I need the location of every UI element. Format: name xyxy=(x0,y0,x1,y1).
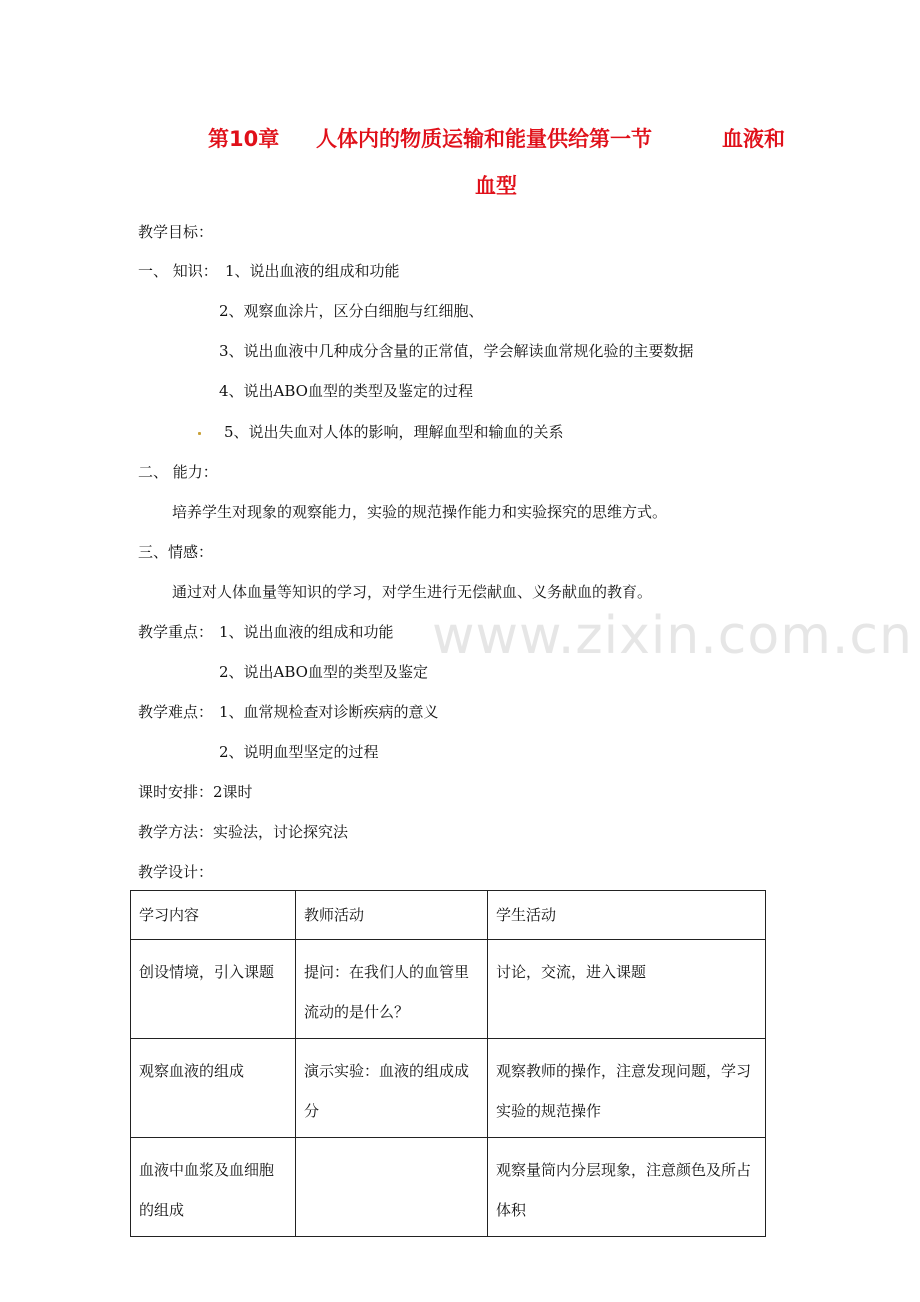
table-cell: 观察量筒内分层现象，注意颜色及所占体积 xyxy=(488,1138,766,1237)
ability-label: 二、 能力： xyxy=(138,463,218,481)
method-text: 教学方法：实验法，讨论探究法 xyxy=(138,823,349,841)
table-cell: 讨论，交流，进入课题 xyxy=(488,940,766,1039)
key-point-2: 2、说出ABO血型的类型及鉴定 xyxy=(219,663,428,681)
table-cell xyxy=(296,1138,488,1237)
schedule-text: 课时安排：2课时 xyxy=(138,783,253,801)
lesson-design-table xyxy=(130,890,766,1237)
difficult-point-2: 2、说明血型坚定的过程 xyxy=(219,743,379,761)
design-label: 教学设计： xyxy=(138,863,214,881)
title-chapter: 第10章 xyxy=(208,127,280,151)
table-cell: 演示实验：血液的组成成分 xyxy=(296,1039,488,1138)
emotion-text: 通过对人体血量等知识的学习，对学生进行无偿献血、义务献血的教育。 xyxy=(172,583,653,601)
watermark-text: www.zixin.com.cn xyxy=(432,606,913,666)
table-cell: 提问：在我们人的血管里流动的是什么？ xyxy=(296,940,488,1039)
decorative-dot xyxy=(198,432,201,435)
ability-text: 培养学生对现象的观察能力，实验的规范操作能力和实验探究的思维方式。 xyxy=(172,503,668,521)
knowledge-item-5: 5、说出失血对人体的影响，理解血型和输血的关系 xyxy=(224,423,564,441)
table-header-row xyxy=(131,891,766,940)
objectives-heading: 教学目标： xyxy=(138,223,214,241)
difficult-point-1: 1、血常规检查对诊断疾病的意义 xyxy=(219,703,439,721)
key-points-label: 教学重点： xyxy=(138,623,214,641)
key-point-1: 1、说出血液的组成和功能 xyxy=(219,623,394,641)
knowledge-item-2: 2、观察血涂片，区分白细胞与红细胞、 xyxy=(219,302,484,320)
knowledge-label: 一、 知识： xyxy=(138,262,218,280)
table-cell: 血液中血浆及血细胞的组成 xyxy=(131,1138,296,1237)
table-cell: 观察教师的操作，注意发现问题，学习实验的规范操作 xyxy=(488,1039,766,1138)
table-row xyxy=(131,1138,766,1237)
knowledge-item-4: 4、说出ABO血型的类型及鉴定的过程 xyxy=(219,382,473,400)
title-topic-end: 血型 xyxy=(475,174,517,198)
table-cell: 创设情境，引入课题 xyxy=(131,940,296,1039)
table-row xyxy=(131,1039,766,1138)
title-section: 人体内的物质运输和能量供给第一节 xyxy=(316,127,652,151)
difficult-points-label: 教学难点： xyxy=(138,703,214,721)
table-cell: 观察血液的组成 xyxy=(131,1039,296,1138)
table-header-cell: 学生活动 xyxy=(488,891,766,940)
knowledge-item-1: 1、说出血液的组成和功能 xyxy=(225,262,400,280)
table-header-cell: 学习内容 xyxy=(131,891,296,940)
table-row xyxy=(131,940,766,1039)
table-header-cell: 教师活动 xyxy=(296,891,488,940)
emotion-label: 三、情感： xyxy=(138,543,214,561)
knowledge-item-3: 3、说出血液中几种成分含量的正常值，学会解读血常规化验的主要数据 xyxy=(219,342,694,360)
title-topic: 血液和 xyxy=(722,127,785,151)
